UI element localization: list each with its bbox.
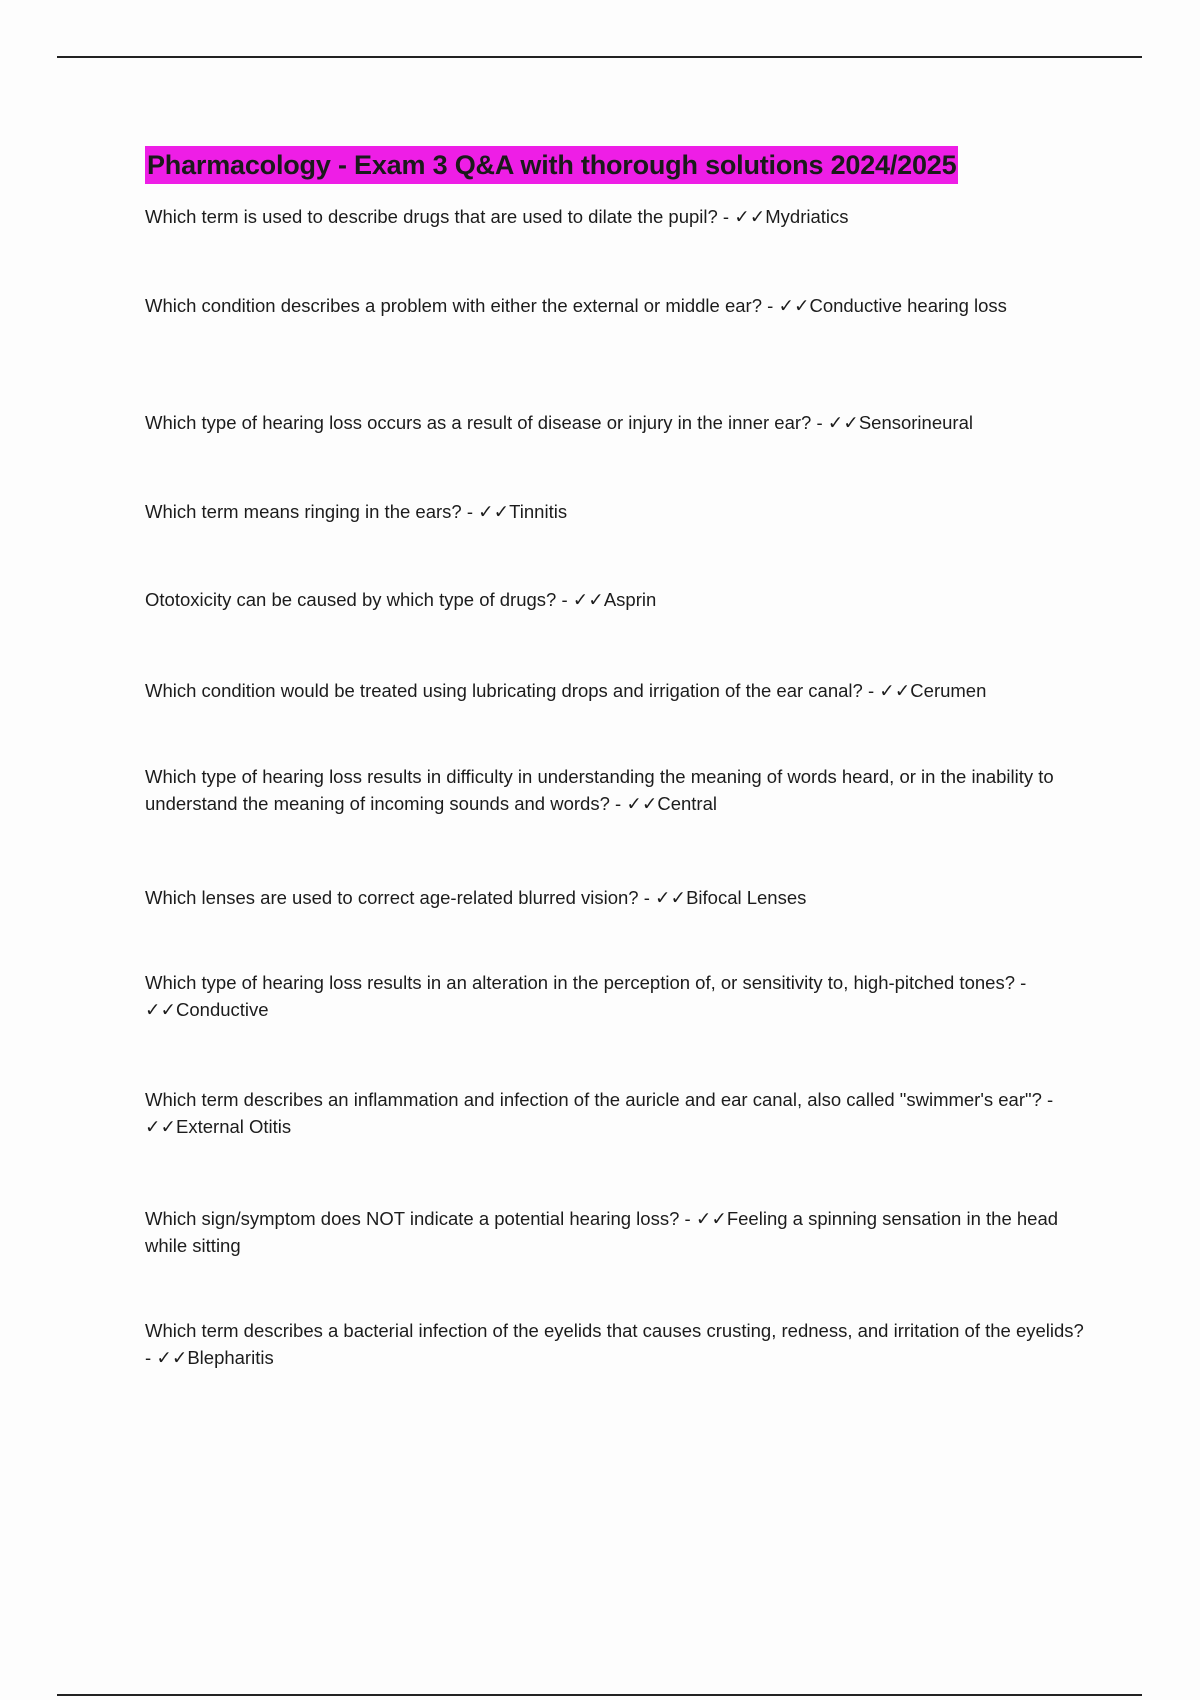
question-text: Which sign/symptom does NOT indicate a potential hearing loss? [145, 1208, 680, 1229]
separator: - [761, 295, 779, 316]
question-text: Which term is used to describe drugs that are used to dilate the pupil? [145, 206, 718, 227]
bottom-rule [57, 1694, 1142, 1696]
separator: - [556, 589, 573, 610]
qa-item [145, 1205, 1090, 1259]
qa-item [145, 677, 1090, 704]
separator: - [679, 1208, 696, 1229]
answer-text: Feeling a spinning sensation in the head while sitting [145, 1208, 1059, 1256]
double-check-icon: ✓✓ [734, 206, 766, 227]
question-text: Which term describes an inflammation and infection of the auricle and ear canal, also called "swimmer's ear"? [145, 1089, 1042, 1110]
title-block [145, 146, 958, 184]
double-check-icon: ✓✓ [626, 793, 658, 814]
separator: - [145, 1347, 157, 1368]
question-text: Which condition describes a problem with either the external or middle ear? [145, 295, 762, 316]
top-rule [57, 56, 1142, 58]
answer-text: Asprin [603, 589, 657, 610]
answer-text: External Otitis [176, 1116, 292, 1137]
qa-item [145, 292, 1090, 319]
page-title: Pharmacology - Exam 3 Q&A with thorough solutions 2024/2025 [145, 146, 958, 184]
separator: - [1014, 972, 1027, 993]
answer-text: Sensorineural [858, 412, 973, 433]
separator: - [717, 206, 735, 227]
answer-text: Blepharitis [187, 1347, 274, 1368]
question-text: Which type of hearing loss occurs as a result of disease or injury in the inner ear? [145, 412, 812, 433]
separator: - [609, 793, 627, 814]
answer-text: Bifocal Lenses [686, 887, 807, 908]
qa-item [145, 1317, 1090, 1371]
qa-item [145, 586, 1090, 613]
qa-item [145, 763, 1090, 817]
question-text: Which lenses are used to correct age-related blurred vision? [145, 887, 639, 908]
question-text: Which type of hearing loss results in difficulty in understanding the meaning of words heard, or in the inability to understand the meaning of incoming sounds and words? [145, 766, 1054, 814]
double-check-icon: ✓✓ [156, 1347, 188, 1368]
question-text: Which type of hearing loss results in an alteration in the perception of, or sensitivity to, high-pitched tones? [145, 972, 1015, 993]
question-text: Which term means ringing in the ears? [145, 501, 462, 522]
qa-item [145, 203, 1090, 230]
question-text: Which condition would be treated using lubricating drops and irrigation of the ear canal? [145, 680, 863, 701]
double-check-icon: ✓✓ [478, 501, 510, 522]
double-check-icon: ✓✓ [879, 680, 911, 701]
question-text: Which term describes a bacterial infection of the eyelids that causes crusting, redness, and irritation of the eyelids? [145, 1320, 1084, 1341]
separator: - [638, 887, 656, 908]
qa-item [145, 409, 1090, 436]
qa-item [145, 1086, 1090, 1140]
separator: - [811, 412, 828, 433]
double-check-icon: ✓✓ [655, 887, 687, 908]
answer-text: Tinnitis [509, 501, 568, 522]
answer-text: Mydriatics [765, 206, 849, 227]
answer-text: Conductive hearing loss [809, 295, 1007, 316]
double-check-icon: ✓✓ [145, 1116, 177, 1137]
answer-text: Conductive [176, 999, 269, 1020]
qa-item [145, 498, 1090, 525]
separator: - [1041, 1089, 1054, 1110]
answer-text: Central [657, 793, 717, 814]
double-check-icon: ✓✓ [827, 412, 859, 433]
separator: - [461, 501, 479, 522]
double-check-icon: ✓✓ [695, 1208, 727, 1229]
qa-item [145, 969, 1090, 1023]
answer-text: Cerumen [910, 680, 987, 701]
separator: - [862, 680, 880, 701]
question-text: Ototoxicity can be caused by which type of drugs? [145, 589, 557, 610]
double-check-icon: ✓✓ [778, 295, 810, 316]
double-check-icon: ✓✓ [145, 999, 177, 1020]
double-check-icon: ✓✓ [572, 589, 604, 610]
qa-item [145, 884, 1090, 911]
